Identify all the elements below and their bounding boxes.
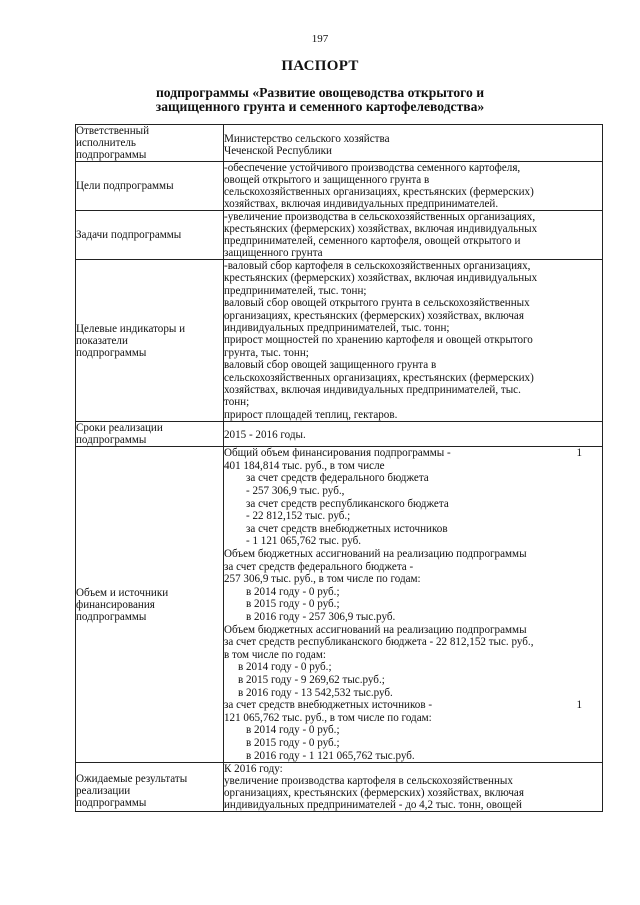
value-line: 401 184,814 тыс. руб., в том числе [224,459,385,472]
value-line: -валовый сбор картофеля в сельскохозяйственных организациях, [224,260,531,272]
page-number: 197 [311,33,329,45]
value-line: в 2015 году - 9 269,62 тыс.руб.; [238,673,385,686]
value-line: - 257 306,9 тыс. руб., [246,485,345,498]
value-line: увеличение производства картофеля в сельскохозяйственных [224,775,513,788]
label-line: Задачи подпрограммы [76,229,182,241]
value-line: за счет средств республиканского бюджета - 22 812,152 тыс. руб., [224,636,534,649]
row-value [224,260,603,422]
label-line: подпрограммы [76,797,147,810]
value-line: сельскохозяйственных организациях, крестьянских (фермерских) [224,371,534,384]
value-line: крестьянских (фермерских) хозяйствах, включая индивидуальных [224,223,538,235]
value-line: грунта, тыс. тонн; [224,346,309,359]
value-line: Объем бюджетных ассигнований на реализацию подпрограммы [224,548,527,561]
value-line: в 2014 году - 0 руб.; [246,724,340,737]
value-line: хозяйствах, включая индивидуальных предпринимателей, тыс. [224,384,521,397]
label-line: реализации [76,785,131,798]
value-line: хозяйствах, включая индивидуальных предпринимателей. [224,198,499,210]
document-title: ПАСПОРТ [281,58,359,74]
value-line: в 2015 году - 0 руб.; [246,736,340,749]
value-line: организациях, крестьянских (фермерских) хозяйствах, включая [224,309,524,322]
value-line: 2015 - 2016 годы. [224,429,306,442]
value-line: валовый сбор овощей открытого грунта в сельскохозяйственных [224,297,530,310]
label-line: подпрограммы [76,434,147,447]
document-subtitle [0,86,640,114]
table-row-goals [76,162,603,211]
value-line: индивидуальных предпринимателей - до 4,2 тыс. тонн, овощей [224,799,522,812]
value-line: организациях, крестьянских (фермерских) хозяйствах, включая [224,787,524,800]
table-row-tasks [76,211,603,260]
value-line: в 2016 году - 13 542,532 тыс.руб. [238,686,393,699]
value-line: овощей открытого и защищенного грунта в [224,174,430,186]
value-line: в 2016 году - 1 121 065,762 тыс.руб. [246,749,415,762]
value-line: в 2015 году - 0 руб.; [246,598,340,611]
value-line: - 22 812,152 тыс. руб.; [246,510,351,523]
table-row-indicators [76,260,603,422]
subtitle-line: защищенного грунта и семенного картофелеводства» [155,99,485,114]
row-label [76,162,224,211]
value-line: за счет средств республиканского бюджета [246,497,449,510]
value-line: за счет средств федерального бюджета - [224,560,414,573]
label-line: подпрограммы [76,149,147,161]
label-line: Ответственный [76,125,150,137]
row-value [224,162,603,211]
subtitle-line: подпрограммы «Развитие овощеводства открытого и [155,85,485,100]
table-row-financing [76,447,603,763]
row-label [76,211,224,260]
value-line: тонн; [224,396,250,409]
value-line: Чеченской Республики [224,145,332,157]
value-line: предпринимателей, тыс. тонн; [224,284,367,297]
value-line: в том числе по годам: [224,648,326,661]
row-value [224,763,603,812]
value-line: за счет средств федерального бюджета [246,472,429,485]
value-line: Объем бюджетных ассигнований на реализацию подпрограммы [224,623,527,636]
row-value [224,422,603,447]
value-line: -увеличение производства в сельскохозяйственных организациях, [224,211,536,223]
label-line: подпрограммы [76,346,147,359]
value-line: -обеспечение устойчивого производства семенного картофеля, [224,162,521,174]
value-line: - 1 121 065,762 тыс. руб. [246,535,362,548]
value-line: прирост площадей теплиц, гектаров. [224,408,398,421]
label-line: Сроки реализации [76,422,163,435]
value-line: крестьянских (фермерских) хозяйствах, включая индивидуальных [224,272,538,285]
row-value [224,125,603,162]
row-label [76,447,224,763]
value-line: защищенного грунта [224,247,323,259]
value-line: сельскохозяйственных организациях, крестьянских (фермерских) [224,186,534,198]
value-line: 121 065,762 тыс. руб., в том числе по годам: [224,711,432,724]
value-line: в 2014 году - 0 руб.; [238,661,332,674]
value-line: Общий объем финансирования подпрограммы - 1 [224,447,602,460]
line-number: 1 [576,699,582,712]
label-line: исполнитель [76,137,136,149]
label-line: Ожидаемые результаты [76,773,188,786]
row-label [76,125,224,162]
value-line: в 2016 году - 257 306,9 тыс.руб. [246,611,396,623]
value-line: за счет средств внебюджетных источников - 1 [224,699,602,712]
label-line: Целевые индикаторы и [76,322,186,335]
row-label [76,422,224,447]
line-number: 1 [576,447,582,460]
value-line: прирост мощностей по хранению картофеля и овощей открытого [224,334,533,347]
label-line: подпрограммы [76,610,147,623]
label-line: показатели [76,334,128,347]
value-line: в 2014 году - 0 руб.; [246,585,340,598]
table-row-results [76,763,603,812]
row-label [76,763,224,812]
value-line: за счет средств внебюджетных источников [246,522,448,535]
value-line: 257 306,9 тыс. руб., в том числе по годам: [224,573,421,586]
label-line: Объем и источники [76,586,169,599]
passport-table [75,124,603,812]
table-row-responsible [76,125,603,162]
label-line: Цели подпрограммы [76,180,174,192]
value-line: валовый сбор овощей защищенного грунта в [224,359,437,372]
row-value [224,447,603,763]
table-row-timeline [76,422,603,447]
value-line: К 2016 году: [224,763,283,776]
value-line: Министерство сельского хозяйства [224,133,390,145]
value-line: предпринимателей, семенного картофеля, овощей открытого и [224,235,521,247]
value-line: индивидуальных предпринимателей, тыс. тонн; [224,322,450,335]
row-label [76,260,224,422]
label-line: финансирования [76,598,155,611]
row-value [224,211,603,260]
